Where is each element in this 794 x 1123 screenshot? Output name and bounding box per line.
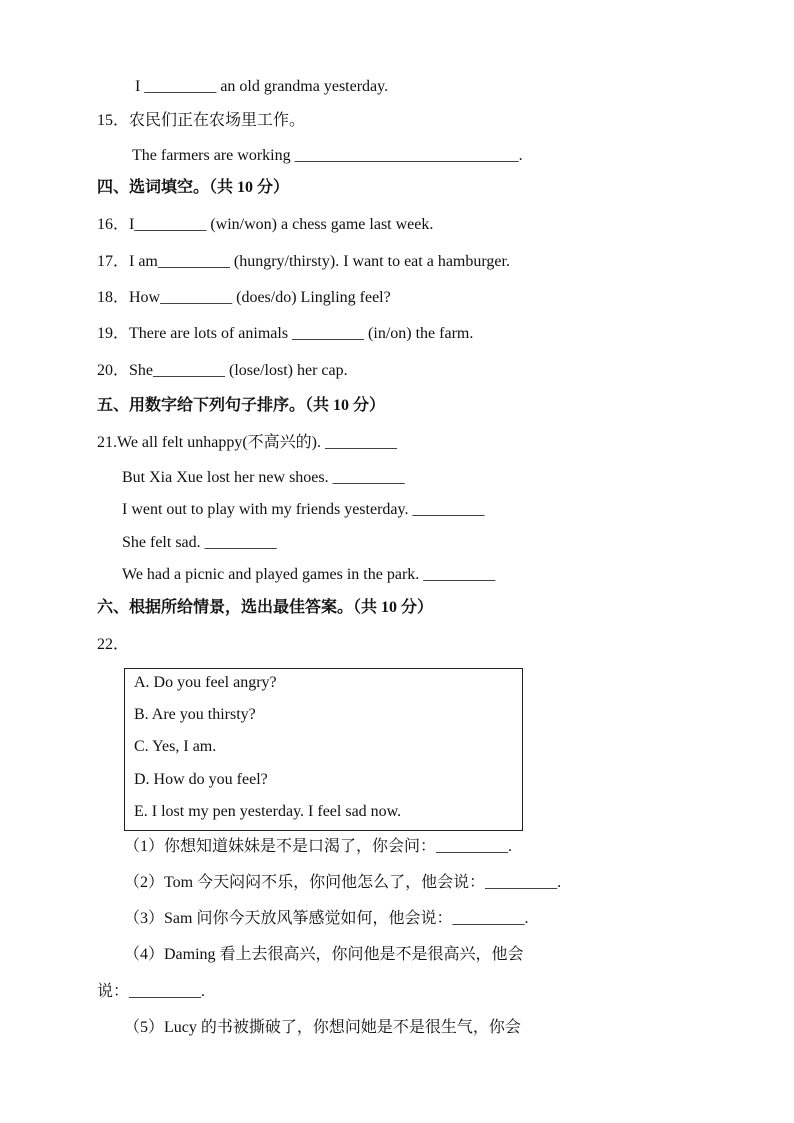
q21-sentence-1: 21.We all felt unhappy(不高兴的). _________ [97,434,397,451]
option-b: B. Are you thirsty? [134,706,256,723]
section-6-heading: 六、根据所给情景，选出最佳答案。（共 10 分） [97,599,434,616]
q22-item-4: （4）Daming 看上去很高兴，你问他是不是很高兴，他会 [124,946,524,963]
option-d: D. How do you feel? [134,771,268,788]
q19: 19．There are lots of animals _________ (in/on) the farm. [97,325,474,342]
section-5-heading: 五、用数字给下列句子排序。（共 10 分） [97,397,386,414]
section-4-heading: 四、选词填空。（共 10 分） [97,179,290,196]
q22-item-2: （2）Tom 今天闷闷不乐，你问他怎么了，他会说：_________. [124,874,562,891]
q22-item-5: （5）Lucy 的书被撕破了，你想问她是不是很生气，你会 [124,1019,521,1036]
q15-prompt: 15．农民们正在农场里工作。 [97,112,306,129]
q22-item-3: （3）Sam 问你今天放风筝感觉如何，他会说：_________. [124,910,529,927]
option-e: E. I lost my pen yesterday. I feel sad now. [134,803,402,820]
q22-item-4-continued: 说：_________. [97,983,206,1000]
q14-answer-line: I _________ an old grandma yesterday. [135,78,389,95]
q15-answer-line: The farmers are working ____________________________. [132,147,523,164]
option-c: C. Yes, I am. [134,738,217,755]
option-a: A. Do you feel angry? [134,674,277,691]
q17: 17．I am_________ (hungry/thirsty). I want to eat a hamburger. [97,253,510,270]
q21-sentence-2: But Xia Xue lost her new shoes. _________ [122,469,405,486]
q16: 16．I_________ (win/won) a chess game last week. [97,216,434,233]
q21-sentence-4: She felt sad. _________ [122,534,277,551]
q20: 20．She_________ (lose/lost) her cap. [97,362,348,379]
q18: 18．How_________ (does/do) Lingling feel? [97,289,391,306]
q22-item-1: （1）你想知道妹妹是不是口渴了，你会问：_________. [124,838,513,855]
options-box [124,668,523,831]
q21-sentence-3: I went out to play with my friends yesterday. _________ [122,501,485,518]
q21-sentence-5: We had a picnic and played games in the park. _________ [122,566,496,583]
q22-number: 22． [97,636,130,653]
